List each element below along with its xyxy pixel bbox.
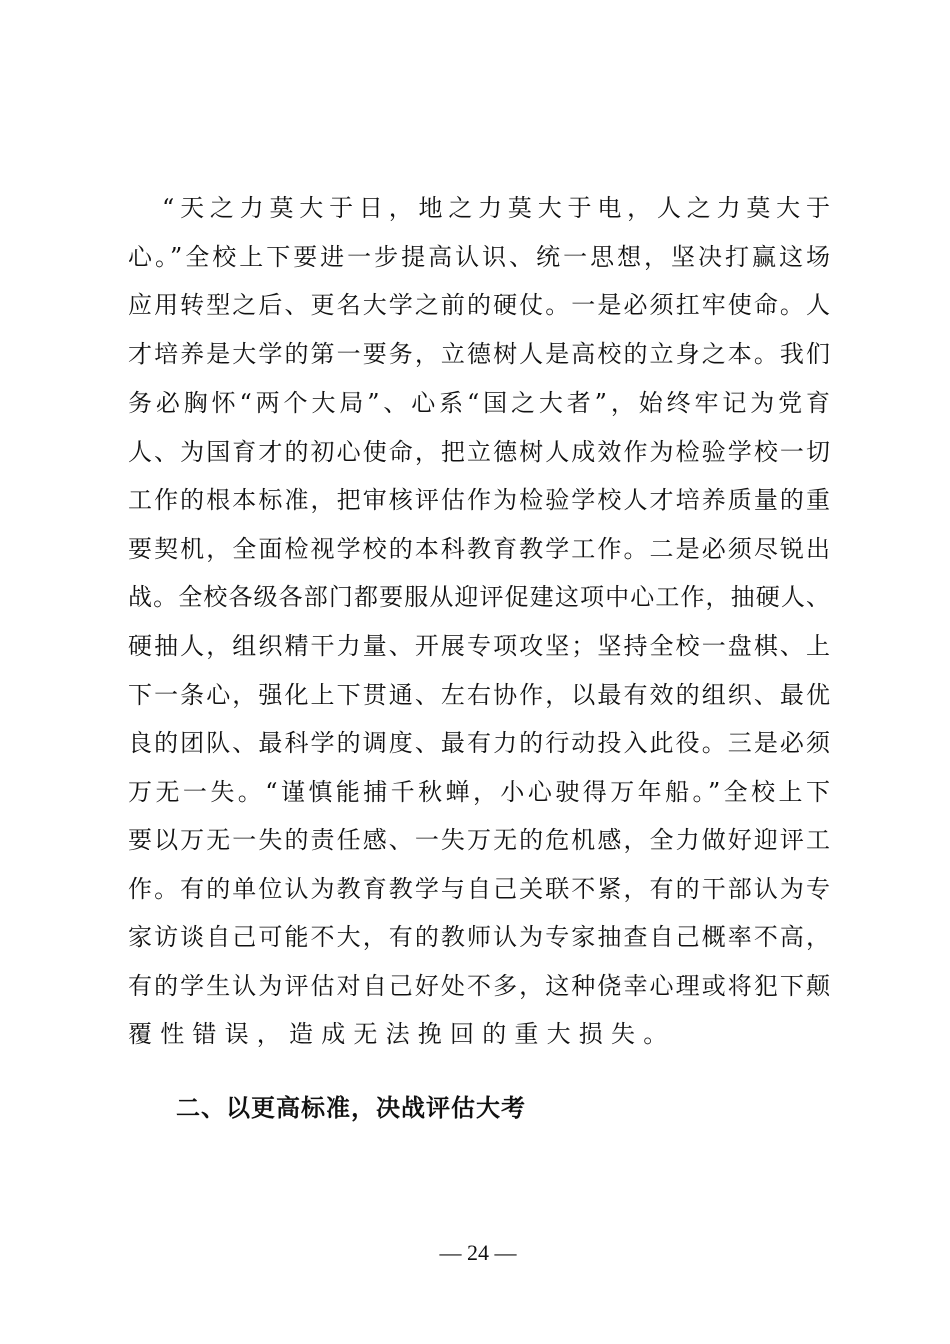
body-line: “天之力莫大于日，地之力莫大于电，人之力莫大于 bbox=[162, 194, 830, 222]
body-line: 有的学生认为评估对自己好处不多，这种侥幸心理或将犯下颠 bbox=[128, 972, 830, 1000]
body-line: 下一条心，强化上下贯通、左右协作，以最有效的组织、最优 bbox=[128, 681, 830, 709]
body-line: 良的团队、最科学的调度、最有力的行动投入此役。三是必须 bbox=[128, 729, 830, 757]
body-line: 家访谈自己可能不大，有的教师认为专家抽查自己概率不高， bbox=[128, 923, 830, 951]
body-line: 要以万无一失的责任感、一失万无的危机感，全力做好迎评工 bbox=[128, 826, 830, 854]
body-line: 人、为国育才的初心使命，把立德树人成效作为检验学校一切 bbox=[128, 438, 830, 466]
body-line: 务必胸怀“两个大局”、心系“国之大者”，始终牢记为党育 bbox=[128, 389, 830, 417]
body-line: 工作的根本标准，把审核评估作为检验学校人才培养质量的重 bbox=[128, 486, 830, 514]
body-line: 硬抽人，组织精干力量、开展专项攻坚；坚持全校一盘棋、上 bbox=[128, 632, 830, 660]
body-line: 万无一失。“谨慎能捕千秋蝉，小心驶得万年船。”全校上下 bbox=[128, 778, 830, 806]
section-heading: 二、以更高标准，决战评估大考 bbox=[176, 1094, 526, 1122]
body-line: 心。”全校上下要进一步提高认识、统一思想，坚决打赢这场 bbox=[128, 243, 830, 271]
body-line: 应用转型之后、更名大学之前的硬仗。一是必须扛牢使命。人 bbox=[128, 291, 830, 319]
body-line: 要契机，全面检视学校的本科教育教学工作。二是必须尽锐出 bbox=[128, 535, 830, 563]
body-line: 战。全校各级各部门都要服从迎评促建这项中心工作，抽硬人、 bbox=[128, 583, 830, 611]
body-line: 覆性错误，造成无法挽回的重大损失。 bbox=[128, 1020, 676, 1048]
page-number: — 24 — bbox=[439, 1240, 517, 1265]
body-line: 才培养是大学的第一要务，立德树人是高校的立身之本。我们 bbox=[128, 340, 830, 368]
body-line: 作。有的单位认为教育教学与自己关联不紧，有的干部认为专 bbox=[128, 875, 830, 903]
